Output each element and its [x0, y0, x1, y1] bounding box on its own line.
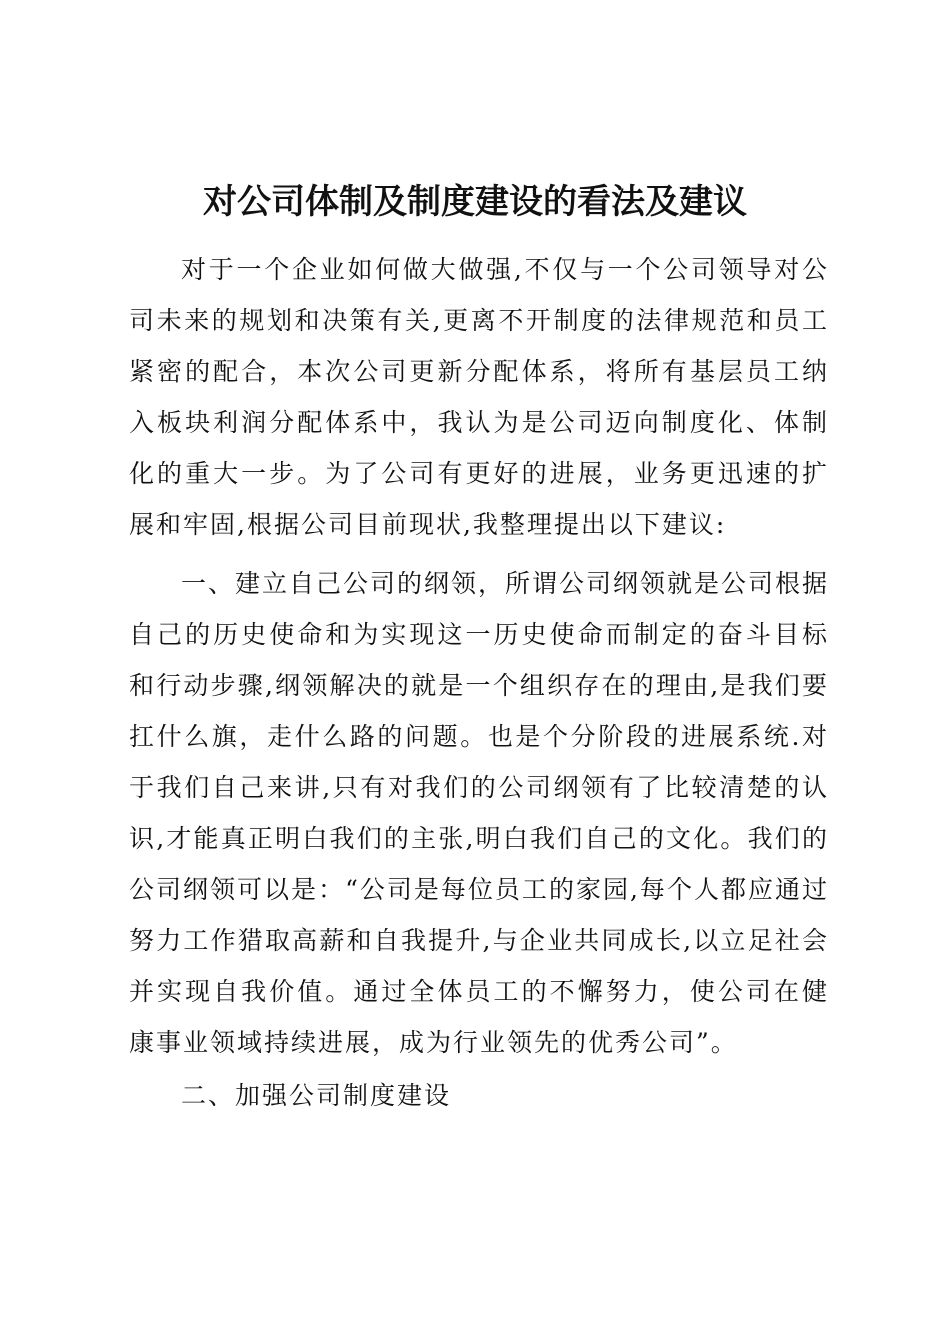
document-title: 对公司体制及制度建设的看法及建议	[203, 182, 747, 222]
paragraph-section-one: 一、建立自己公司的纲领，所谓公司纲领就是公司根据自己的历史使命和为实现这一历史使命而制定的奋斗目标和行动步骤,纲领解决的就是一个组织存在的理由,是我们要扛什么旗，走什么路的问题。也是个分阶段的进展系统.对于我们自己来讲,只有对我们的公司纲领有了比较清楚的认识,才能真正明白我们的主张,明白我们自己的文化。我们的公司纲领可以是：“公司是每位员工的家园,每个人都应通过努力工作猎取高薪和自我提升,与企业共同成长,以立足社会并实现自我价值。通过全体员工的不懈努力，使公司在健康事业领域持续进展，成为行业领先的优秀公司”。	[129, 569, 830, 1057]
paragraph-introduction: 对于一个企业如何做大做强,不仅与一个公司领导对公司未来的规划和决策有关,更离不开制度的法律规范和员工紧密的配合，本次公司更新分配体系，将所有基层员工纳入板块利润分配体系中，我认为是公司迈向制度化、体制化的重大一步。为了公司有更好的进展，业务更迅速的扩展和牢固,根据公司目前现状,我整理提出以下建议:	[129, 255, 829, 539]
paragraph-section-two-heading: 二、加强公司制度建设	[181, 1081, 452, 1110]
